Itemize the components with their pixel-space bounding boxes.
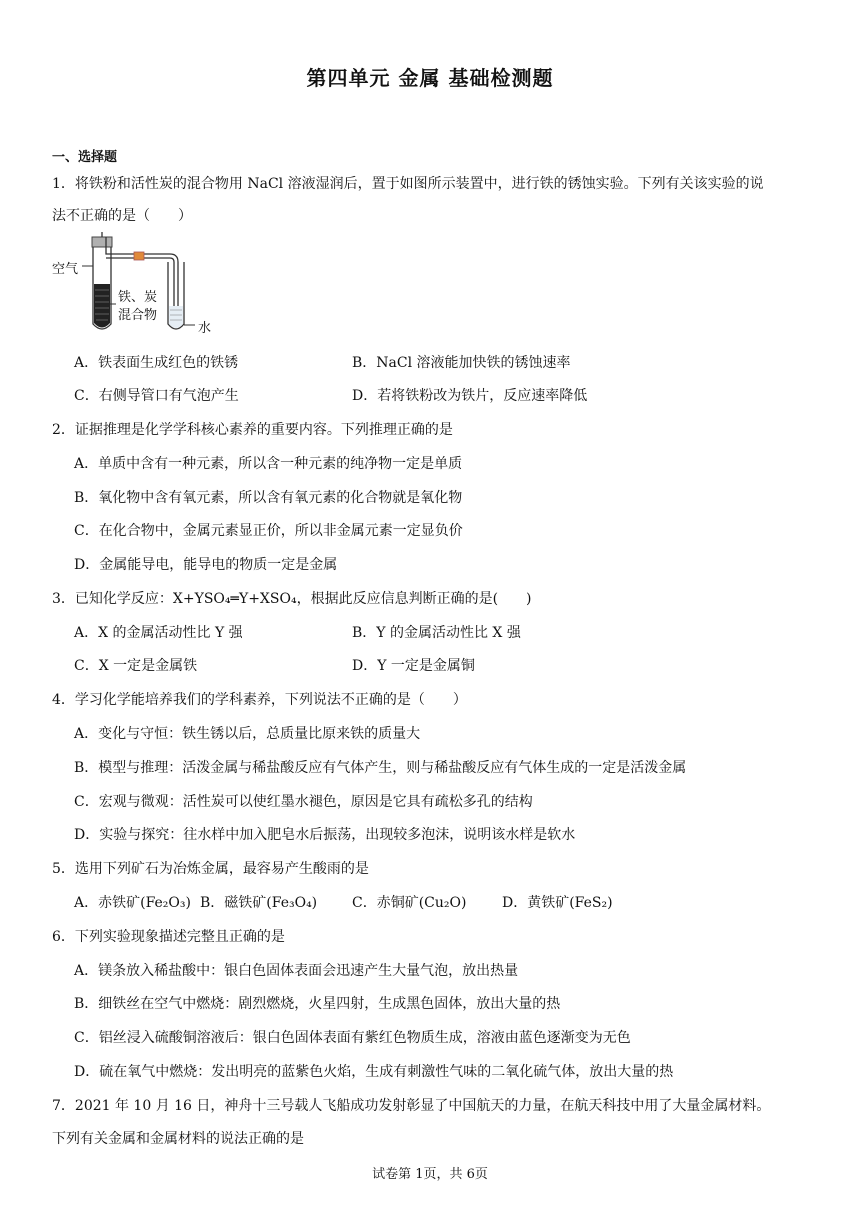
q4-option-d: D．实验与探究：往水样中加入肥皂水后振荡，出现较多泡沫，说明该水样是软水 bbox=[74, 827, 576, 843]
q4-stem: 4．学习化学能培养我们的学科素养，下列说法不正确的是（ ） bbox=[52, 692, 467, 708]
q6-stem: 6．下列实验现象描述完整且正确的是 bbox=[52, 929, 285, 945]
section-heading: 一、选择题 bbox=[52, 150, 118, 165]
iron-carbon-label: 铁、炭 bbox=[118, 290, 158, 305]
q5-option-a: A．赤铁矿(Fe₂O₃) bbox=[74, 895, 191, 911]
page-title: 第四单元 金属 基础检测题 bbox=[306, 66, 554, 90]
q7-stem-line1: 7．2021 年 10 月 16 日，神舟十三号载人飞船成功发射彰显了中国航天的力量，在航天科技中用了大量金属材料。 bbox=[52, 1098, 771, 1114]
mixture-label: 混合物 bbox=[118, 308, 158, 323]
q4-option-c: C．宏观与微观：活性炭可以使红墨水褪色，原因是它具有疏松多孔的结构 bbox=[74, 794, 533, 810]
q6-option-c: C．铝丝浸入硫酸铜溶液后：银白色固体表面有紫红色物质生成，溶液由蓝色逐渐变为无色 bbox=[74, 1030, 631, 1046]
q2-option-c: C．在化合物中，金属元素显正价，所以非金属元素一定显负价 bbox=[74, 523, 463, 539]
q1-stem-line2: 法不正确的是（ ） bbox=[52, 208, 192, 224]
q4-option-b: B．模型与推理：活泼金属与稀盐酸反应有气体产生，则与稀盐酸反应有气体生成的一定是活泼金属 bbox=[74, 760, 687, 776]
q2-option-d: D．金属能导电，能导电的物质一定是金属 bbox=[74, 557, 338, 573]
q2-option-a: A．单质中含有一种元素，所以含一种元素的纯净物一定是单质 bbox=[74, 456, 463, 472]
q1-option-a: A．铁表面生成红色的铁锈 bbox=[74, 355, 239, 371]
q3-option-b: B．Y 的金属活动性比 X 强 bbox=[352, 625, 521, 641]
q4-option-a: A．变化与守恒：铁生锈以后，总质量比原来铁的质量大 bbox=[74, 726, 421, 742]
q5-option-b: B．磁铁矿(Fe₃O₄) bbox=[200, 895, 318, 911]
q2-stem: 2．证据推理是化学学科核心素养的重要内容。下列推理正确的是 bbox=[52, 422, 453, 438]
q3-option-d: D．Y 一定是金属铜 bbox=[352, 658, 475, 674]
q1-option-b: B．NaCl 溶液能加快铁的锈蚀速率 bbox=[352, 355, 571, 371]
q7-stem-line2: 下列有关金属和金属材料的说法正确的是 bbox=[52, 1131, 304, 1147]
page-footer: 试卷第 1页，共 6页 bbox=[372, 1167, 488, 1182]
air-label: 空气 bbox=[52, 262, 79, 277]
q2-option-b: B．氧化物中含有氧元素，所以含有氧元素的化合物就是氧化物 bbox=[74, 490, 463, 506]
q3-stem: 3．已知化学反应：X+YSO₄═Y+XSO₄，根据此反应信息判断正确的是( ) bbox=[52, 591, 532, 607]
q6-option-d: D．硫在氧气中燃烧：发出明亮的蓝紫色火焰，生成有刺激性气味的二氧化硫气体，放出大量的热 bbox=[74, 1064, 674, 1080]
q6-option-b: B．细铁丝在空气中燃烧：剧烈燃烧，火星四射，生成黑色固体，放出大量的热 bbox=[74, 996, 561, 1012]
q1-option-c: C．右侧导管口有气泡产生 bbox=[74, 388, 239, 404]
q3-option-a: A．X 的金属活动性比 Y 强 bbox=[74, 625, 243, 641]
q5-stem: 5．选用下列矿石为冶炼金属，最容易产生酸雨的是 bbox=[52, 861, 369, 877]
q6-option-a: A．镁条放入稀盐酸中：银白色固体表面会迅速产生大量气泡，放出热量 bbox=[74, 963, 519, 979]
rust-experiment-figure bbox=[52, 232, 222, 342]
q1-stem-line1: 1．将铁粉和活性炭的混合物用 NaCl 溶液湿润后，置于如图所示装置中，进行铁的锈蚀实验。下列有关该实验的说 bbox=[52, 176, 764, 192]
q1-option-d: D．若将铁粉改为铁片，反应速率降低 bbox=[352, 388, 588, 404]
q3-option-c: C．X 一定是金属铁 bbox=[74, 658, 198, 674]
water-label: 水 bbox=[198, 321, 212, 336]
q5-option-d: D．黄铁矿(FeS₂) bbox=[502, 895, 613, 911]
q5-option-c: C．赤铜矿(Cu₂O) bbox=[352, 895, 467, 911]
